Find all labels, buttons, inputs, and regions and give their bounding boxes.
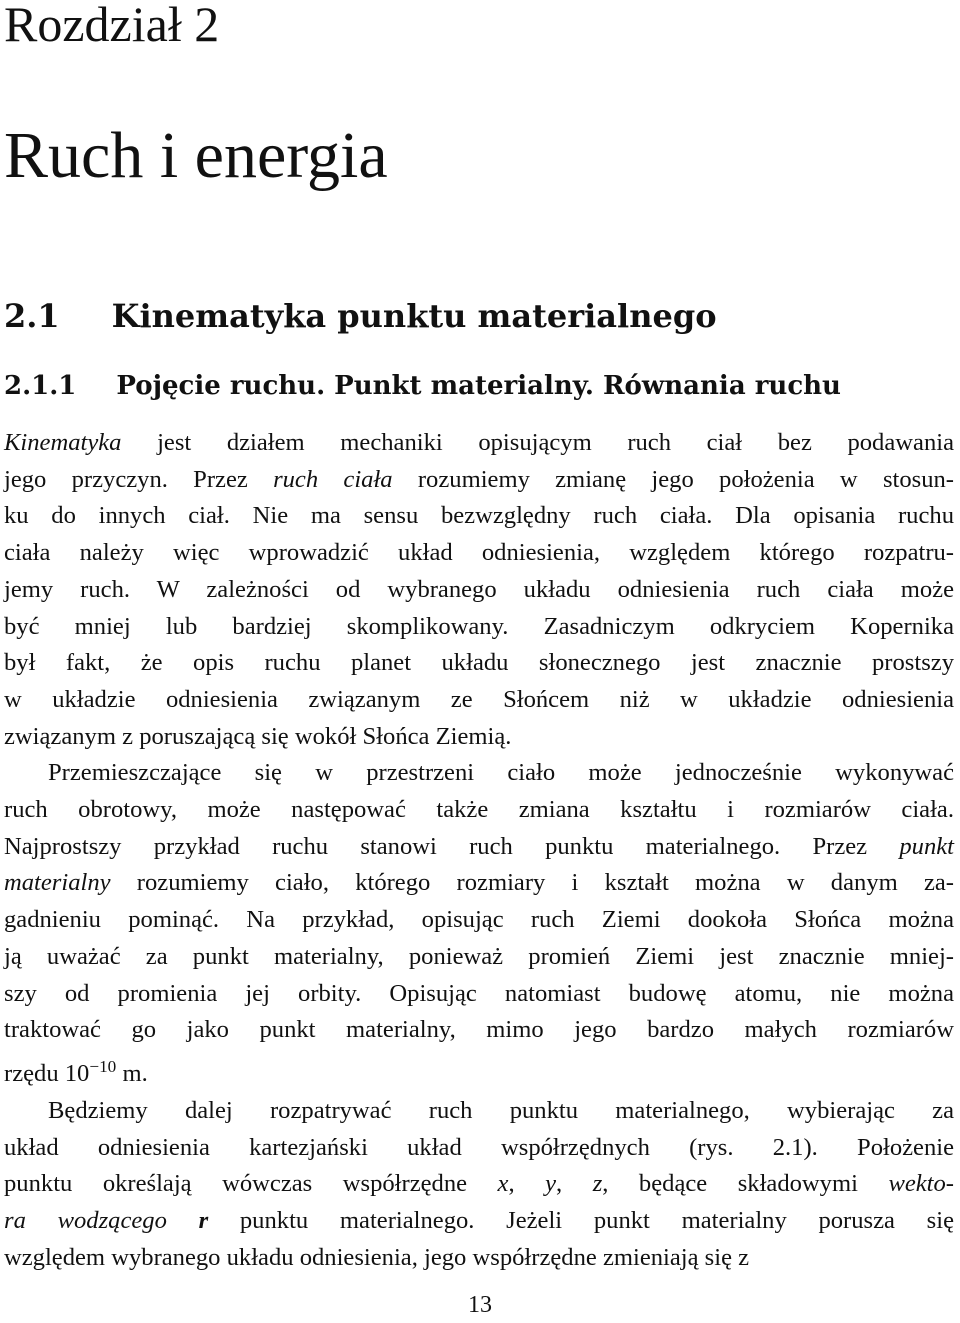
paragraph-coordinates: [4, 1093, 954, 1277]
page-number: 13: [468, 1292, 492, 1318]
text-line: Najprostszy przykład ruchu stanowi ruch punktu materialnego. Przez punkt: [4, 832, 954, 860]
subsection-number: 2.1.1: [4, 371, 77, 401]
paragraph-kinematics: [4, 425, 954, 755]
text-line: w układzie odniesienia związanym ze Słońcem niż w układzie odniesienia: [4, 685, 954, 713]
chapter-title: Ruch i energia: [4, 119, 388, 192]
text-line: ciała należy więc wprowadzić układ odniesienia, względem którego rozpatru-: [4, 539, 954, 567]
text-line: był fakt, że opis ruchu planet układu słonecznego jest znacznie prostszy: [4, 649, 954, 677]
text-line: Będziemy dalej rozpatrywać ruch punktu materialnego, wybierając za: [48, 1096, 954, 1124]
text-line: ra wodzącego r punktu materialnego. Jeżeli punkt materialny porusza się: [4, 1206, 954, 1234]
text-line: ku do innych ciał. Nie ma sensu bezwzględny ruch ciała. Dla opisania ruchu: [4, 502, 954, 530]
section-title-text: Kinematyka punktu materialnego: [111, 297, 717, 335]
text-line: rzędu $10^{-10}$ m.: [4, 1056, 148, 1088]
text-line: szy od promienia jej orbity. Opisując natomiast budowę atomu, nie można: [4, 979, 954, 1007]
text-line: względem wybranego układu odniesienia, jego współrzędne zmieniają się z: [4, 1243, 750, 1271]
text-line: być mniej lub bardziej skomplikowany. Zasadniczym odkryciem Kopernika: [4, 612, 954, 640]
section-number: 2.1: [4, 297, 60, 335]
chapter-label: Rozdział 2: [4, 0, 220, 52]
text-line: jemy ruch. W zależności od wybranego układu odniesienia ruch ciała może: [4, 575, 954, 603]
text-line: Kinematyka jest działem mechaniki opisującym ruch ciał bez podawania: [4, 429, 954, 456]
text-line: związanym z poruszającą się wokół Słońca Ziemią.: [4, 722, 512, 750]
text-line: traktować go jako punkt materialny, mimo jego bardzo małych rozmiarów: [4, 1016, 954, 1044]
text-line: jego przyczyn. Przez ruch ciała rozumiemy zmianę jego położenia w stosun-: [4, 465, 954, 493]
text-line: Przemieszczające się w przestrzeni ciało może jednocześnie wykonywać: [48, 759, 954, 787]
subsection-title-text: Pojęcie ruchu. Punkt materialny. Równania ruchu: [116, 371, 841, 401]
text-line: materialny rozumiemy ciało, którego rozmiary i kształt można w danym za-: [4, 869, 954, 897]
text-line: gadnieniu pominąć. Na przykład, opisując ruch Ziemi dookoła Słońca można: [4, 906, 954, 934]
text-line: układ odniesienia kartezjański układ współrzędnych (rys. 2.1). Położenie: [4, 1133, 954, 1161]
body-text: [4, 425, 954, 1276]
text-line: ją uważać za punkt materialny, ponieważ promień Ziemi jest znacznie mniej-: [4, 942, 954, 970]
paragraph-material-point: [4, 755, 954, 1093]
text-line: punktu określają wówczas współrzędne x, y, z, będące składowymi wekto-: [4, 1170, 954, 1198]
section-heading: [4, 294, 717, 338]
text-line: ruch obrotowy, może następować także zmiana kształtu i rozmiarów ciała.: [4, 796, 954, 824]
subsection-heading: [4, 366, 841, 406]
